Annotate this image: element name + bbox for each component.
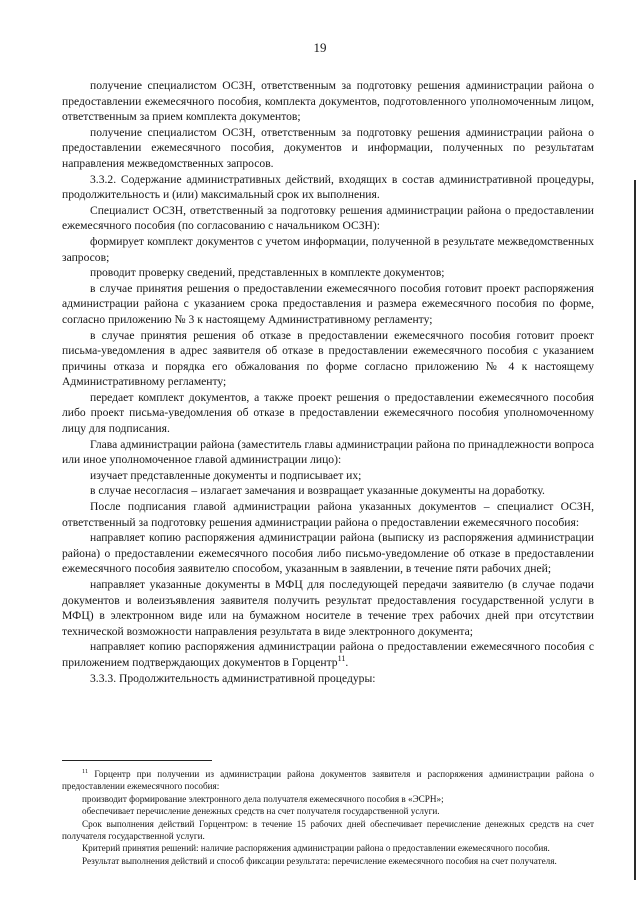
paragraph: Глава администрации района (заместитель главы администрации района по принадлежности вопроса или иное уполномоченное главой администрации лицо): xyxy=(62,437,594,467)
paragraph: формирует комплект документов с учетом информации, полученной в результате межведомственных запросов; xyxy=(62,234,594,264)
footnote-item: Критерий принятия решений: наличие распоряжения администрации района о предоставлении ежемесячного пособия. xyxy=(82,843,550,854)
paragraph: 3.3.3. Продолжительность административной процедуры: xyxy=(90,671,376,685)
paragraph: 3.3.2. Содержание административных действий, входящих в состав административной процедуры, продолжительность и (или) максимальный срок их выполнения. xyxy=(62,172,594,202)
paragraph: изучает представленные документы и подписывает их; xyxy=(90,468,362,482)
footnote-item xyxy=(62,768,594,793)
footnote-item: Срок выполнения действий Горцентром: в течение 15 рабочих дней обеспечивает перечисление денежных средств на счет получателя государственной услуги. xyxy=(62,818,594,842)
footnote-item: производит формирование электронного дела получателя ежемесячного пособия в «ЭСРН»; xyxy=(82,793,444,804)
paragraph: проводит проверку сведений, представленных в комплекте документов; xyxy=(90,266,445,280)
page-number: 19 xyxy=(313,40,327,55)
paragraph-with-footnote: направляет копию распоряжения администрации района о предоставлении ежемесячного пособия с приложением подтверждающих документов в Горцентр$^{11}$. xyxy=(62,640,594,669)
paragraph: в случае принятия решения о предоставлении ежемесячного пособия готовит проект распоряжения администрации района с указанием срока предоставления и размера ежемесячного пособия по форме, согласно приложению № 3 к настоящему Административному регламенту; xyxy=(62,281,594,326)
paragraph: в случае принятия решения об отказе в предоставлении ежемесячного пособия готовит проект письма-уведомления в адрес заявителя об отказе в предоставлении ежемесячного пособия с указанием причины отказа и порядка его обжалования по форме согласно приложению № 4 к настоящему Административному регламенту; xyxy=(62,328,594,389)
paragraph: Специалист ОСЗН, ответственный за подготовку решения администрации района о предоставлении ежемесячного пособия (по согласованию с начальником ОСЗН): xyxy=(62,203,594,233)
paragraph: направляет указанные документы в МФЦ для последующей передачи заявителю (в случае подачи документов и волеизъявления заявителя получить результат предоставления государственной услуги в МФЦ) в электронном виде или на бумажном носителе в течение трех рабочих дней при отсутствии технической возможности направления результата в виде электронного документа; xyxy=(62,578,594,638)
footnote-text: Горцентр при получении из администрации района документов заявителя и распоряжения администрации района о предоставлении ежемесячного пособия: xyxy=(62,769,595,792)
footnote-reference: 11 xyxy=(337,654,346,664)
body-text xyxy=(62,78,594,686)
paragraph: получение специалистом ОСЗН, ответственным за подготовку решения администрации района о предоставлении ежемесячного пособия, комплекта документов, подготовленного уполномоченным лицом, ответственным за прием комплекта документов; xyxy=(62,79,594,124)
paragraph: получение специалистом ОСЗН, ответственным за подготовку решения администрации района о предоставлении ежемесячного пособия, документов и информации, полученных по результатам направления межведомственных запросов. xyxy=(62,125,594,170)
footnote-marker: 11 xyxy=(82,767,89,775)
footnotes xyxy=(62,768,594,867)
scan-edge-line xyxy=(634,180,636,880)
paragraph: После подписания главой администрации района указанных документов – специалист ОСЗН, ответственный за подготовку решения администрации района о предоставлении ежемесячного пособия: xyxy=(62,500,594,529)
footnote-divider xyxy=(62,760,212,761)
footnote-item: обеспечивает перечисление денежных средств на счет получателя государственной услуги. xyxy=(82,806,440,817)
paragraph: передает комплект документов, а также проект решения о предоставлении ежемесячного пособия либо проект письма-уведомления об отказе в предоставлении ежемесячного пособия уполномоченному лицу для подписания. xyxy=(62,390,594,436)
footnote-item: Результат выполнения действий и способ фиксации результата: перечисление ежемесячного пособия на счет получателя. xyxy=(82,855,557,866)
paragraph: в случае несогласия – излагает замечания и возвращает указанные документы на доработку. xyxy=(90,484,545,498)
paragraph-text: направляет копию распоряжения администрации района о предоставлении ежемесячного пособия с приложением подтверждающих документов в Горцентр xyxy=(62,640,594,669)
paragraph: направляет копию распоряжения администрации района (выписку из распоряжения администрации района) о предоставлении ежемесячного пособия либо письмо-уведомление об отказе в предоставлении ежемесячного пособия заявителю способом, указанным в заявлении, в течение пяти рабочих дней; xyxy=(62,531,594,576)
